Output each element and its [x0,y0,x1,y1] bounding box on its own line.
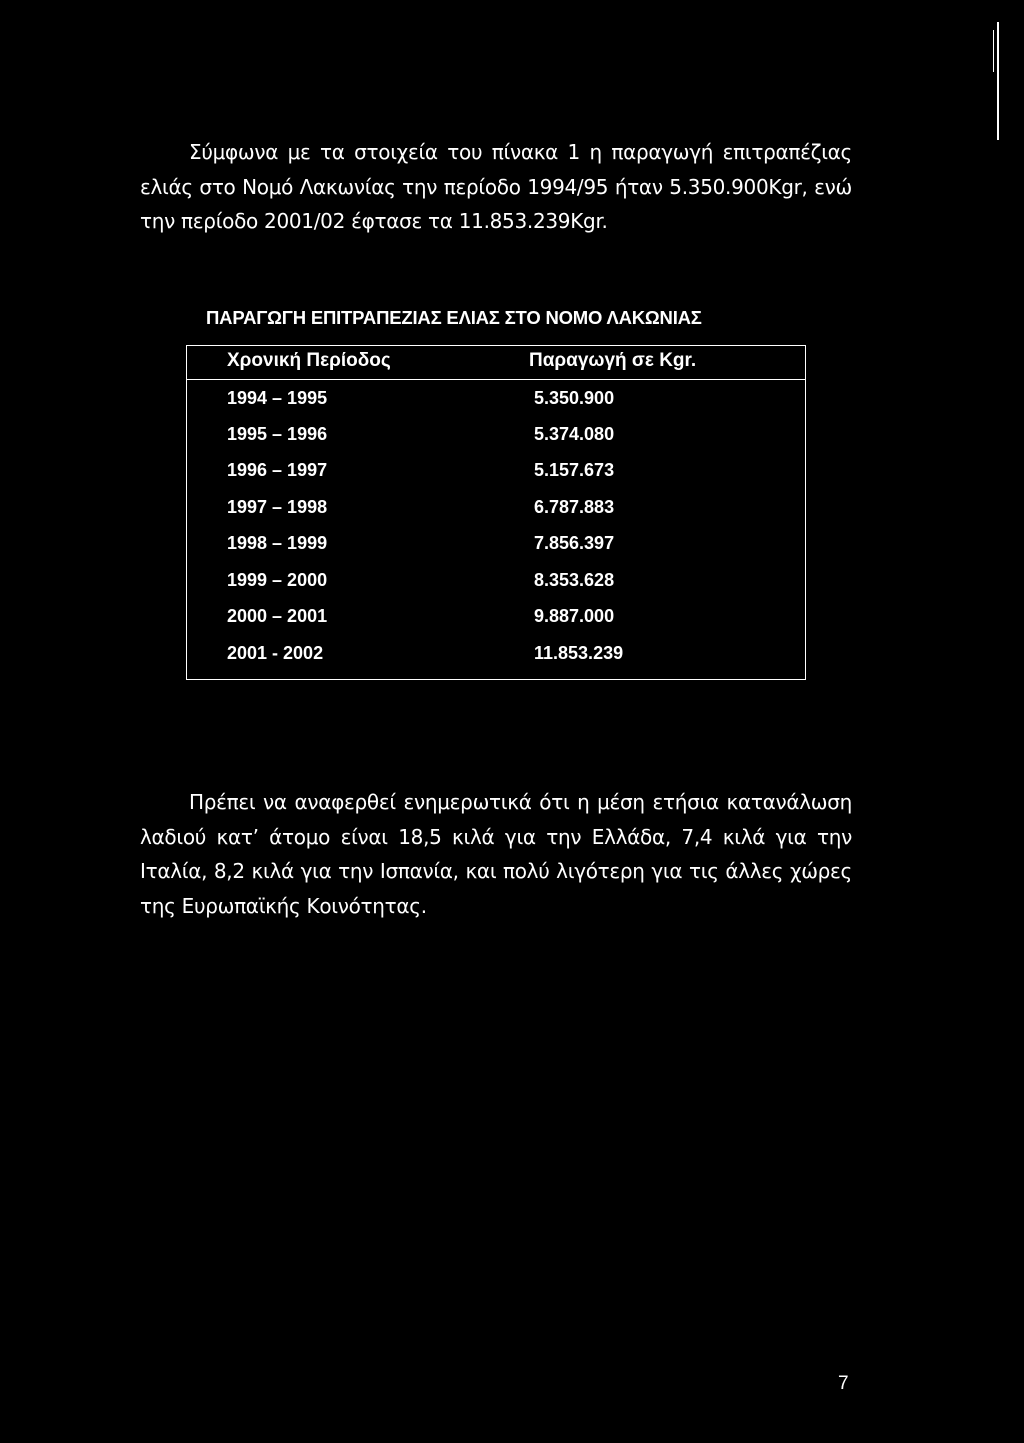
intro-paragraph [140,135,852,239]
table-row-period: 1999 – 2000 [227,570,328,590]
table-row-production: 11.853.239 [534,643,624,663]
table-row-production: 6.787.883 [534,497,615,517]
table-row-production: 5.350.900 [534,388,615,408]
margin-line-short [993,30,994,72]
table-row-production: 9.887.000 [534,606,615,626]
table-row-period: 1995 – 1996 [227,424,328,444]
header-production: Παραγωγή σε Kgr. [529,350,697,371]
table-row-period: 2001 - 2002 [227,643,324,663]
table-row-period: 1997 – 1998 [227,497,328,517]
table-row-production: 7.856.397 [534,533,615,553]
header-period: Χρονική Περίοδος [227,350,391,371]
table-row-production: 5.157.673 [534,460,615,480]
table-row-period: 1994 – 1995 [227,388,328,408]
page-number: 7 [838,1373,849,1394]
table-title: ΠΑΡΑΓΩΓΗ ΕΠΙΤΡΑΠΕΖΙΑΣ ΕΛΙΑΣ ΣΤΟ ΝΟΜΟ ΛΑΚΩΝΙΑΣ [206,307,702,328]
intro-paragraph-text: Σύμφωνα με τα στοιχεία του πίνακα 1 η παραγωγή επιτραπέζιας ελιάς στο Νομό Λακωνίας την περίοδο 1994/95 ήταν 5.350.900Kgr, ενώ την περίοδο 2001/02 έφτασε τα 11.853.239Kgr. [140,140,852,233]
table-row-production: 8.353.628 [534,570,615,590]
table-row-period: 2000 – 2001 [227,606,328,626]
consumption-paragraph-text: Πρέπει να αναφερθεί ενημερωτικά ότι η μέση ετήσια κατανάλωση λαδιού κατ’ άτομο είναι 18,5 κιλά για την Ελλάδα, 7,4 κιλά για την Ιταλία, 8,2 κιλά για την Ισπανία, και πολύ λιγότερη για τις άλλες χώρες της Ευρωπαϊκής Κοινότητας. [140,790,852,918]
table-row-period: 1998 – 1999 [227,533,328,553]
table-row-production: 5.374.080 [534,424,615,444]
header-divider [187,379,805,380]
table-row-period: 1996 – 1997 [227,460,328,480]
margin-line [997,22,999,140]
production-table [186,345,806,680]
consumption-paragraph [140,785,852,923]
